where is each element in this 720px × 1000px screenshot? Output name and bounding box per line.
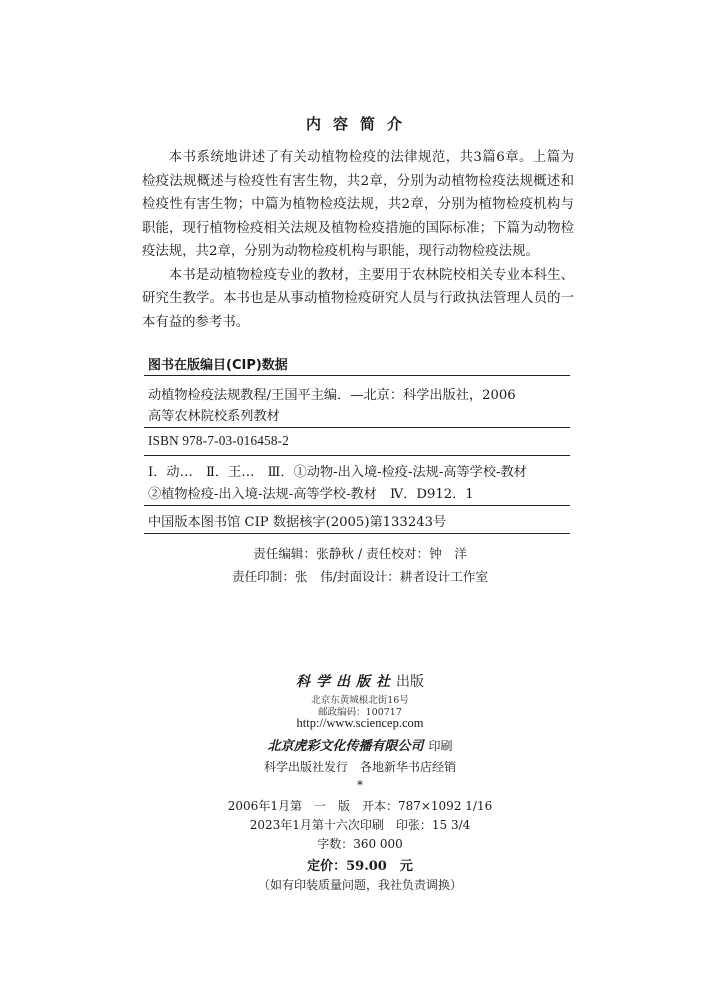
cip-rule-4 [144,505,570,506]
distribution-line: 科学出版社发行 各地新华书店经销 [263,760,456,774]
publisher-line [0,671,720,691]
cip-book-line: 动植物检疫法规教程/王国平主编．—北京：科学出版社，2006 [148,388,516,403]
printer-name: 北京虎彩文化传播有限公司 [267,739,424,754]
cip-top-rule [144,375,570,376]
credits-line-2: 责任印制：张 伟/封面设计：耕者设计工作室 [231,569,489,584]
cip-bottom-rule [144,533,570,534]
cip-isbn: ISBN 978-7-03-016458-2 [148,433,290,448]
publisher-name: 科学出版社 [296,674,396,690]
credits-line-1: 责任编辑：张静秋 / 责任校对：钟 洋 [253,546,467,561]
price: 定价：59.00 元 [307,859,413,874]
intro-paragraph-1: 本书系统地讲述了有关动植物检疫的法律规范，共3篇6章。上篇为检疫法规概述与检疫性有害生物，共2章，分别为动植物检疫法规概述和检疫性有害生物；中篇为植物检疫法规，共2章，分别为植物检疫机构与职能，现行植物检疫相关法规及植物检疫措施的国际标准；下篇为动物检疫法规，共2章，分别为动物检疫机构与职能，现行动物检疫法规。 [142,150,574,259]
cip-number: 中国版本图书馆 CIP 数据核字(2005)第133243号 [148,515,447,530]
printer-suffix: 印刷 [428,739,453,753]
separator-star: * [357,778,363,792]
printing-line: 2023年1月第十六次印刷 印张：15 3/4 [249,818,471,832]
cip-classification-1: Ⅰ．动… Ⅱ．王… Ⅲ．①动物-出入境-检疫-法规-高等学校-教材 [148,465,527,480]
word-count: 字数：360 000 [317,837,403,851]
cip-rule-2 [144,427,570,428]
intro-body [142,146,574,334]
publisher-url: http://www.sciencep.com [296,716,424,730]
cip-classification-2: ②植物检疫-出入境-法规-高等学校-教材 Ⅳ．D912．1 [148,487,474,502]
publisher-address: 北京东黄城根北街16号 [311,695,409,706]
cip-series: 高等农林院校系列教材 [148,409,280,424]
publisher-postcode: 邮政编码：100717 [318,707,402,718]
quality-note: （如有印装质量问题，我社负责调换） [257,878,462,892]
intro-title: 内容简介 [305,115,414,133]
cip-heading: 图书在版编目(CIP)数据 [148,358,288,373]
publisher-suffix: 出版 [396,674,424,690]
intro-paragraph-2: 本书是动植物检疫专业的教材，主要用于农林院校相关专业本科生、研究生教学。本书也是从事动植物检疫研究人员与行政执法管理人员的一本有益的参考书。 [142,267,574,330]
printer-line [0,735,720,754]
edition-line: 2006年1月第 一 版 开本：787×1092 1/16 [227,799,493,813]
cip-rule-3 [144,455,570,456]
